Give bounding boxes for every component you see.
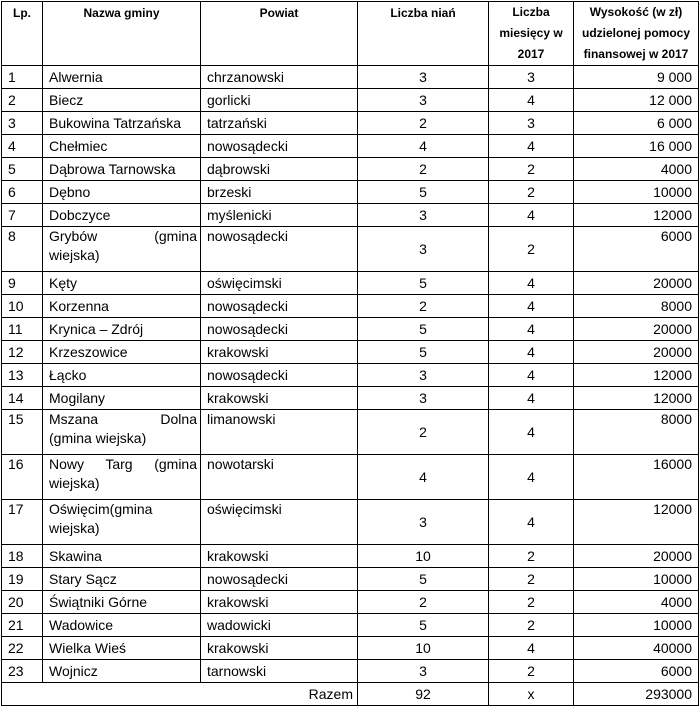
cell-mies: 4 — [489, 410, 574, 455]
cell-nazwa: Krynica – Zdrój — [43, 318, 201, 341]
cell-kwota: 6000 — [574, 227, 699, 272]
cell-mies: 2 — [489, 181, 574, 204]
table-row — [2, 318, 699, 341]
cell-mies: 4 — [489, 204, 574, 227]
cell-nian: 3 — [358, 500, 489, 545]
cell-kwota: 4000 — [574, 591, 699, 614]
cell-mies: 4 — [489, 272, 574, 295]
cell-nian: 5 — [358, 568, 489, 591]
cell-nazwa — [43, 410, 201, 455]
cell-nazwa-line2: (gmina wiejska) — [49, 430, 147, 446]
cell-powiat: chrzanowski — [201, 66, 358, 89]
header-miesiecy — [489, 2, 574, 66]
cell-nian: 3 — [358, 364, 489, 387]
cell-nazwa: Biecz — [43, 89, 201, 112]
cell-lp: 13 — [2, 364, 43, 387]
cell-kwota: 10000 — [574, 568, 699, 591]
cell-nian: 4 — [358, 455, 489, 500]
table-row — [2, 227, 699, 272]
cell-mies: 4 — [489, 295, 574, 318]
cell-nian: 3 — [358, 204, 489, 227]
cell-lp: 2 — [2, 89, 43, 112]
cell-powiat: brzeski — [201, 181, 358, 204]
summary-mies: x — [489, 683, 574, 706]
cell-lp: 15 — [2, 410, 43, 455]
cell-lp: 6 — [2, 181, 43, 204]
cell-nazwa-line2: wiejska) — [49, 520, 100, 536]
cell-kwota: 16 000 — [574, 135, 699, 158]
cell-kwota: 20000 — [574, 545, 699, 568]
cell-lp: 17 — [2, 500, 43, 545]
cell-lp: 18 — [2, 545, 43, 568]
table-row — [2, 614, 699, 637]
cell-mies: 2 — [489, 568, 574, 591]
cell-nazwa-line2: wiejska) — [49, 475, 100, 491]
cell-powiat: tatrzański — [201, 112, 358, 135]
cell-powiat: krakowski — [201, 637, 358, 660]
table-row — [2, 204, 699, 227]
cell-nian: 3 — [358, 89, 489, 112]
cell-powiat: nowotarski — [201, 455, 358, 500]
table-row — [2, 272, 699, 295]
cell-nian: 5 — [358, 318, 489, 341]
cell-powiat: dąbrowski — [201, 158, 358, 181]
cell-nian: 2 — [358, 295, 489, 318]
header-wysokosc-line1: Wysokość (w zł) — [589, 5, 683, 19]
cell-powiat: wadowicki — [201, 614, 358, 637]
cell-nian: 5 — [358, 181, 489, 204]
cell-powiat: krakowski — [201, 591, 358, 614]
table-row — [2, 135, 699, 158]
cell-lp: 16 — [2, 455, 43, 500]
cell-lp: 8 — [2, 227, 43, 272]
cell-kwota: 4000 — [574, 158, 699, 181]
cell-nian: 2 — [358, 410, 489, 455]
cell-kwota: 20000 — [574, 272, 699, 295]
table-body — [2, 66, 699, 683]
cell-lp: 4 — [2, 135, 43, 158]
cell-nian: 5 — [358, 614, 489, 637]
summary-label: Razem — [2, 683, 358, 706]
cell-kwota: 40000 — [574, 637, 699, 660]
table-row — [2, 181, 699, 204]
table-row — [2, 568, 699, 591]
cell-nazwa — [43, 455, 201, 500]
cell-kwota: 6 000 — [574, 112, 699, 135]
cell-nazwa: Mogilany — [43, 387, 201, 410]
cell-nazwa: Świątniki Górne — [43, 591, 201, 614]
cell-lp: 14 — [2, 387, 43, 410]
table-row — [2, 500, 699, 545]
cell-mies: 2 — [489, 614, 574, 637]
cell-kwota: 6000 — [574, 660, 699, 683]
cell-mies: 4 — [489, 89, 574, 112]
cell-powiat: oświęcimski — [201, 272, 358, 295]
cell-mies: 4 — [489, 500, 574, 545]
cell-kwota: 16000 — [574, 455, 699, 500]
cell-nian: 3 — [358, 66, 489, 89]
header-nian: Liczba niań — [358, 2, 489, 66]
cell-kwota: 12000 — [574, 364, 699, 387]
cell-nian: 2 — [358, 112, 489, 135]
cell-lp: 12 — [2, 341, 43, 364]
cell-nazwa: Łącko — [43, 364, 201, 387]
cell-kwota: 12000 — [574, 204, 699, 227]
cell-nazwa-line1: Nowy Targ (gmina — [49, 456, 197, 472]
cell-mies: 4 — [489, 318, 574, 341]
cell-mies: 2 — [489, 158, 574, 181]
summary-kwota: 293000 — [574, 683, 699, 706]
header-miesiecy-line3: 2017 — [517, 47, 545, 61]
cell-powiat: gorlicki — [201, 89, 358, 112]
table-row — [2, 637, 699, 660]
cell-kwota: 10000 — [574, 614, 699, 637]
cell-lp: 7 — [2, 204, 43, 227]
cell-powiat: nowosądecki — [201, 295, 358, 318]
cell-nazwa: Wielka Wieś — [43, 637, 201, 660]
cell-nazwa: Dobczyce — [43, 204, 201, 227]
cell-nazwa: Wadowice — [43, 614, 201, 637]
table-row — [2, 341, 699, 364]
cell-mies: 4 — [489, 637, 574, 660]
cell-kwota: 20000 — [574, 341, 699, 364]
table-row — [2, 591, 699, 614]
cell-kwota: 20000 — [574, 318, 699, 341]
table-row — [2, 66, 699, 89]
cell-nazwa: Stary Sącz — [43, 568, 201, 591]
cell-kwota: 9 000 — [574, 66, 699, 89]
cell-mies: 2 — [489, 591, 574, 614]
cell-powiat: limanowski — [201, 410, 358, 455]
table-row — [2, 89, 699, 112]
cell-nazwa-line1: Oświęcim(gmina — [49, 501, 153, 517]
cell-nazwa — [43, 500, 201, 545]
cell-nazwa: Dąbrowa Tarnowska — [43, 158, 201, 181]
header-row — [2, 2, 699, 66]
cell-lp: 11 — [2, 318, 43, 341]
header-miesiecy-line1: Liczba — [512, 5, 550, 19]
cell-powiat: tarnowski — [201, 660, 358, 683]
table-row — [2, 545, 699, 568]
cell-nazwa: Krzeszowice — [43, 341, 201, 364]
cell-lp: 3 — [2, 112, 43, 135]
cell-powiat: nowosądecki — [201, 135, 358, 158]
cell-nazwa: Chełmiec — [43, 135, 201, 158]
header-wysokosc — [574, 2, 699, 66]
cell-mies: 2 — [489, 660, 574, 683]
cell-nian: 5 — [358, 272, 489, 295]
cell-lp: 23 — [2, 660, 43, 683]
header-powiat: Powiat — [201, 2, 358, 66]
cell-powiat: krakowski — [201, 545, 358, 568]
cell-lp: 10 — [2, 295, 43, 318]
cell-mies: 4 — [489, 455, 574, 500]
cell-mies: 4 — [489, 387, 574, 410]
cell-powiat: oświęcimski — [201, 500, 358, 545]
cell-powiat: krakowski — [201, 387, 358, 410]
cell-nian: 3 — [358, 387, 489, 410]
cell-kwota: 12000 — [574, 500, 699, 545]
cell-powiat: nowosądecki — [201, 318, 358, 341]
cell-kwota: 10000 — [574, 181, 699, 204]
cell-kwota: 12000 — [574, 387, 699, 410]
cell-powiat: nowosądecki — [201, 568, 358, 591]
cell-powiat: nowosądecki — [201, 364, 358, 387]
table-row — [2, 364, 699, 387]
header-nazwa: Nazwa gminy — [43, 2, 201, 66]
cell-powiat: myślenicki — [201, 204, 358, 227]
cell-mies: 4 — [489, 135, 574, 158]
cell-mies: 3 — [489, 66, 574, 89]
cell-mies: 4 — [489, 341, 574, 364]
cell-mies: 3 — [489, 112, 574, 135]
cell-nazwa — [43, 227, 201, 272]
header-wysokosc-line3: finansowej w 2017 — [583, 47, 689, 61]
cell-lp: 21 — [2, 614, 43, 637]
cell-lp: 1 — [2, 66, 43, 89]
cell-nazwa-line1: Grybów (gmina — [49, 228, 197, 244]
cell-nian: 3 — [358, 660, 489, 683]
cell-nian: 10 — [358, 637, 489, 660]
cell-nazwa-line1: Mszana Dolna — [49, 411, 197, 427]
cell-nazwa: Kęty — [43, 272, 201, 295]
summary-nian: 92 — [358, 683, 489, 706]
cell-nian: 2 — [358, 591, 489, 614]
cell-nazwa: Skawina — [43, 545, 201, 568]
cell-nazwa: Korzenna — [43, 295, 201, 318]
cell-nian: 2 — [358, 158, 489, 181]
summary-row — [2, 683, 699, 706]
cell-powiat: krakowski — [201, 341, 358, 364]
aid-table — [1, 1, 699, 706]
header-wysokosc-line2: udzielonej pomocy — [581, 26, 690, 40]
table-row — [2, 295, 699, 318]
cell-lp: 19 — [2, 568, 43, 591]
table-row — [2, 387, 699, 410]
table-row — [2, 158, 699, 181]
table-row — [2, 410, 699, 455]
cell-nian: 10 — [358, 545, 489, 568]
header-miesiecy-line2: miesięcy w — [499, 26, 563, 40]
cell-lp: 5 — [2, 158, 43, 181]
cell-kwota: 12 000 — [574, 89, 699, 112]
cell-kwota: 8000 — [574, 410, 699, 455]
cell-mies: 4 — [489, 364, 574, 387]
cell-nazwa-line2: wiejska) — [49, 247, 100, 263]
cell-nian: 5 — [358, 341, 489, 364]
cell-lp: 22 — [2, 637, 43, 660]
table-row — [2, 455, 699, 500]
cell-mies: 2 — [489, 227, 574, 272]
cell-nazwa: Bukowina Tatrzańska — [43, 112, 201, 135]
cell-powiat: nowosądecki — [201, 227, 358, 272]
cell-lp: 20 — [2, 591, 43, 614]
header-lp: Lp. — [2, 2, 43, 66]
cell-nazwa: Dębno — [43, 181, 201, 204]
table-row — [2, 660, 699, 683]
table-row — [2, 112, 699, 135]
cell-nian: 3 — [358, 227, 489, 272]
cell-nazwa: Alwernia — [43, 66, 201, 89]
cell-kwota: 8000 — [574, 295, 699, 318]
cell-mies: 2 — [489, 545, 574, 568]
cell-nazwa: Wojnicz — [43, 660, 201, 683]
cell-lp: 9 — [2, 272, 43, 295]
cell-nian: 4 — [358, 135, 489, 158]
